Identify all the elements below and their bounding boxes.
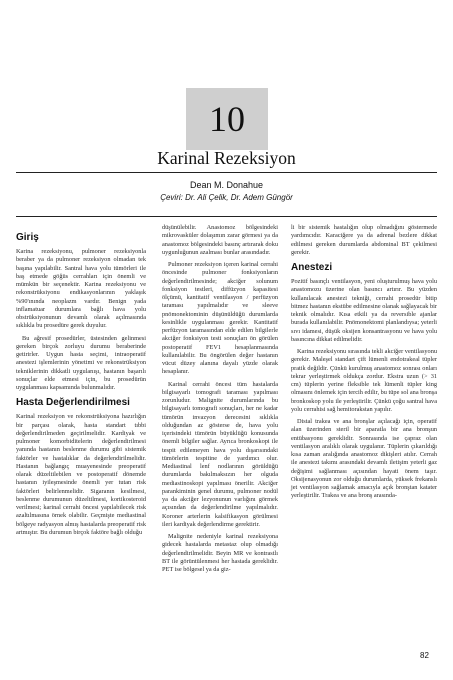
paragraph: li bir sistemik hastalığın olup olmadığını göstermede yardımcıdır. Karaciğere ya da adrenal bezlere dikkat edilmesi gereken durumlarda abdominal BT çekilmesi gerekir. bbox=[291, 224, 437, 256]
paragraph: Bu ağresif prosedürler, üstesinden gelinmesi gereken birçok zorluyu durumu beraberinde getirirler. Uygun hasta seçimi, intraoperatif anestezi işlemlerinin yönetimi ve rekonstrüksiyon tekniklerinin dikkatli uygulanışı, hastanın başarılı sonuçlar elde etmesi için, bu prosedürün uygulanması kapsamında bulunmalıdır. bbox=[16, 334, 146, 391]
section-heading-hasta: Hasta Değerlendirilmesi bbox=[16, 397, 130, 409]
column-middle bbox=[162, 224, 278, 578]
paragraph: Karina rezeksiyonu sırasında tekli akciğer ventilasyonu gerekir. Maleşel standart çift lümenli endotrakeal tüpler pratik değildir. Çünkü kurulmuş anastomoz sonrası onları tekrar yerleştirmek oldukça zordur. Ekstra uzun (> 31 cm) tüplerin yerine fleksible tek lümenli tüpler king olmasını önlemek için tercih edilir, bu tüpe sol ana bronşa bronkoskop yolu ile yerleştirilir. Çünkü çoğu santral hava yolu cerrahisi sağ hemitorakstan yapılır. bbox=[291, 348, 437, 413]
paragraph: Karina rezeksiyonu, pulmoner rezeksiyonla beraber ya da pulmoner rezeksiyon olmadan tek başına yapılabilir. Santral hava yolu tümörleri ile baş etmede göğüs cerrahları için önemli ve mümkün bir seçenektir. Karina rezeksiyonu ve rekonstrüksiyonu endikasyonlarının yaklaşık %90'ınında neoplazm vardır. Benign yada inflamatuar durumlara bağlı hava yolu obstrüksiyonunun devamlı olarak açılmasında sıklıkla bu prosedüre gerek duyulur. bbox=[16, 248, 146, 330]
chapter-title: Karinal Rezeksiyon bbox=[157, 148, 296, 168]
paragraph: Karinal cerrahi öncesi tüm hastalarda bilgisayarlı tomografi taraması yapılması zorunludur. Malignite durumlarında bu bilgisayarlı tomografi sonuçları, her ne kadar tümörün invazyon derecesini sıklıkla olduğundan az gösterse de, hava yolu içerisindeki tümörün büyüklüğü konusunda önemli bilgiler sağlar. Ayrıca bronkoskopi ile tespit edilemeyen hava yolu dışarısındaki tümörlerin tespitine de yardımcı olur. Mediastinal lenf nodlarının görüldüğü durumlarda bakılmaksızın her olguda mediastinoskopi yapılması önerilir. Akciğer parankiminin genel durumu, pulmoner nodül ya da akciğer lezyonunun varlığını görmek açısından da değerlendirilme yapılmalıdır. Koroner arterlerin kalsifikasyon görülmesi ileri kardiyak değerlendirme gerektirir. bbox=[162, 380, 278, 528]
header-rule-bottom bbox=[16, 216, 437, 217]
column-right bbox=[291, 224, 437, 505]
page-number: 82 bbox=[420, 651, 429, 660]
author: Dean M. Donahue bbox=[189, 180, 264, 190]
paragraph: Distal trakea ve ana bronşlar açılacağı için, operatif alan üzerinden steril bir aparatla bir ana bronşun entübasyonu gereklidir. Sonrasında ise çapraz olan ventilasyon aralıklı olarak uygulanır. Tüplerin çıkarıldığı kısa zaman aralığında anastomoz dikişleri atılır. Cerrah ile anestezi takımı arasındaki devamlı iletişim yeterli gaz değişimi sağlanması açısından hayati önem taşır. Oksijenasyonun zor olduğu durumlarda, yüksek frekanslı jet ventilasyon sağlamak amacıyla açık bronştan katater yerleştirilir. Trakea ve ana bronş arasında- bbox=[291, 418, 437, 500]
header-rule-top bbox=[16, 172, 437, 173]
paragraph: Pozitif basınçlı ventilasyon, yeni oluşturulmuş hava yolu anastomozu üzerine olan basıncı artırır. Bu yüzden kullanılacak anestezi tekniği, cerrahi prosedür bitip bitmez hastanın ekstübe edilmesine olanak sağlayacak bir teknik olmalıdır. Kısa etkili ya da reversible ajanlar burada kullanılabilir. Pnömonektomi planlandıysa; yeterli sıvı idamesi, düşük oksijen konsantrasyonu ve hava yolu basıncına dikkat edilmelidir. bbox=[291, 278, 437, 343]
chapter-number: 10 bbox=[209, 99, 245, 139]
section-heading-giris: Giriş bbox=[16, 232, 39, 243]
translator: Çeviri: Dr. Ali Çelik, Dr. Adem Güngör bbox=[160, 193, 293, 202]
paragraph: düşünülebilir. Anastomoz bölgesindeki mikrovasküler dolaşımın zarar görmesi ya da anastomoz bölgesindeki basınç artırarak doku uygunluğunun azalması bunlar arasındadır. bbox=[162, 224, 278, 256]
column-left bbox=[16, 224, 146, 541]
paragraph: Malignite nedeniyle karinal rezeksiyona gidecek hastalarda metastaz olup olmadığı değerlendirilmelidir. Beyin MR ve kontrastlı BT ile görüntülenmesi her hastada gereklidir. PET ise bölgesel ya da giz- bbox=[162, 533, 278, 573]
paragraph: Karinal rezeksiyon ve rekonstrüksiyona hazırlığın bir parçası olarak, hasta standart tıbbi değerlendirilmeden geçirilmelidir. Kardiyak ve pulmoner komorbiditelerin değerlendirilmesi yanında hastanın beslenme durumu gibi sistemik faktörler ve hastalıklar da değerlendirilmelidir. Hastanın bağlangıç muayenesinde preoperatif olarak düzeltilebilen ve postoperatif dönemde hastanın iyileşmesinde önemli yer tutan risk faktörleri belirlenmelidir. Sigaranın kesilmesi, beslenme durumunun düzeltilmesi, kortikosteroid verilmesi; karinal cerrahi öncesi yapılabilecek risk azaltılmasına örnek olabilir. Geçmişte mediastinal bölgeye radyasyon almış hastalarda preoperatif risk artmıştır. Bu durumun birçok faktöre bağlı olduğu bbox=[16, 413, 146, 536]
section-heading-anestezi: Anestezi bbox=[291, 262, 333, 273]
paragraph: Pulmoner rezeksiyon içeren karinal cerrahi öncesinde pulmoner fonksiyonların değerlendirilmesinde; akciğer solunum fonksiyon testleri, diffüzyon kapasitesi ölçümü, kantitatif ventilasyon / perfüzyon taraması yapılmalıdır ve sleeve pnömonektominin düşünüldüğü durumlarda kesinlikle uygulanması gerekir. Kantitatif perfüzyon taramasından elde edilen bilgilerle akciğer fonksiyon testi sonuçları ön görülen postoperatif FEV1 hesaplanmasında kullanılabilir. Bu öngörülen değer hastanın vücut düzey alanına dayalı yüzde olarak hesaplanır. bbox=[162, 261, 278, 376]
chapter-number-box bbox=[186, 88, 268, 150]
